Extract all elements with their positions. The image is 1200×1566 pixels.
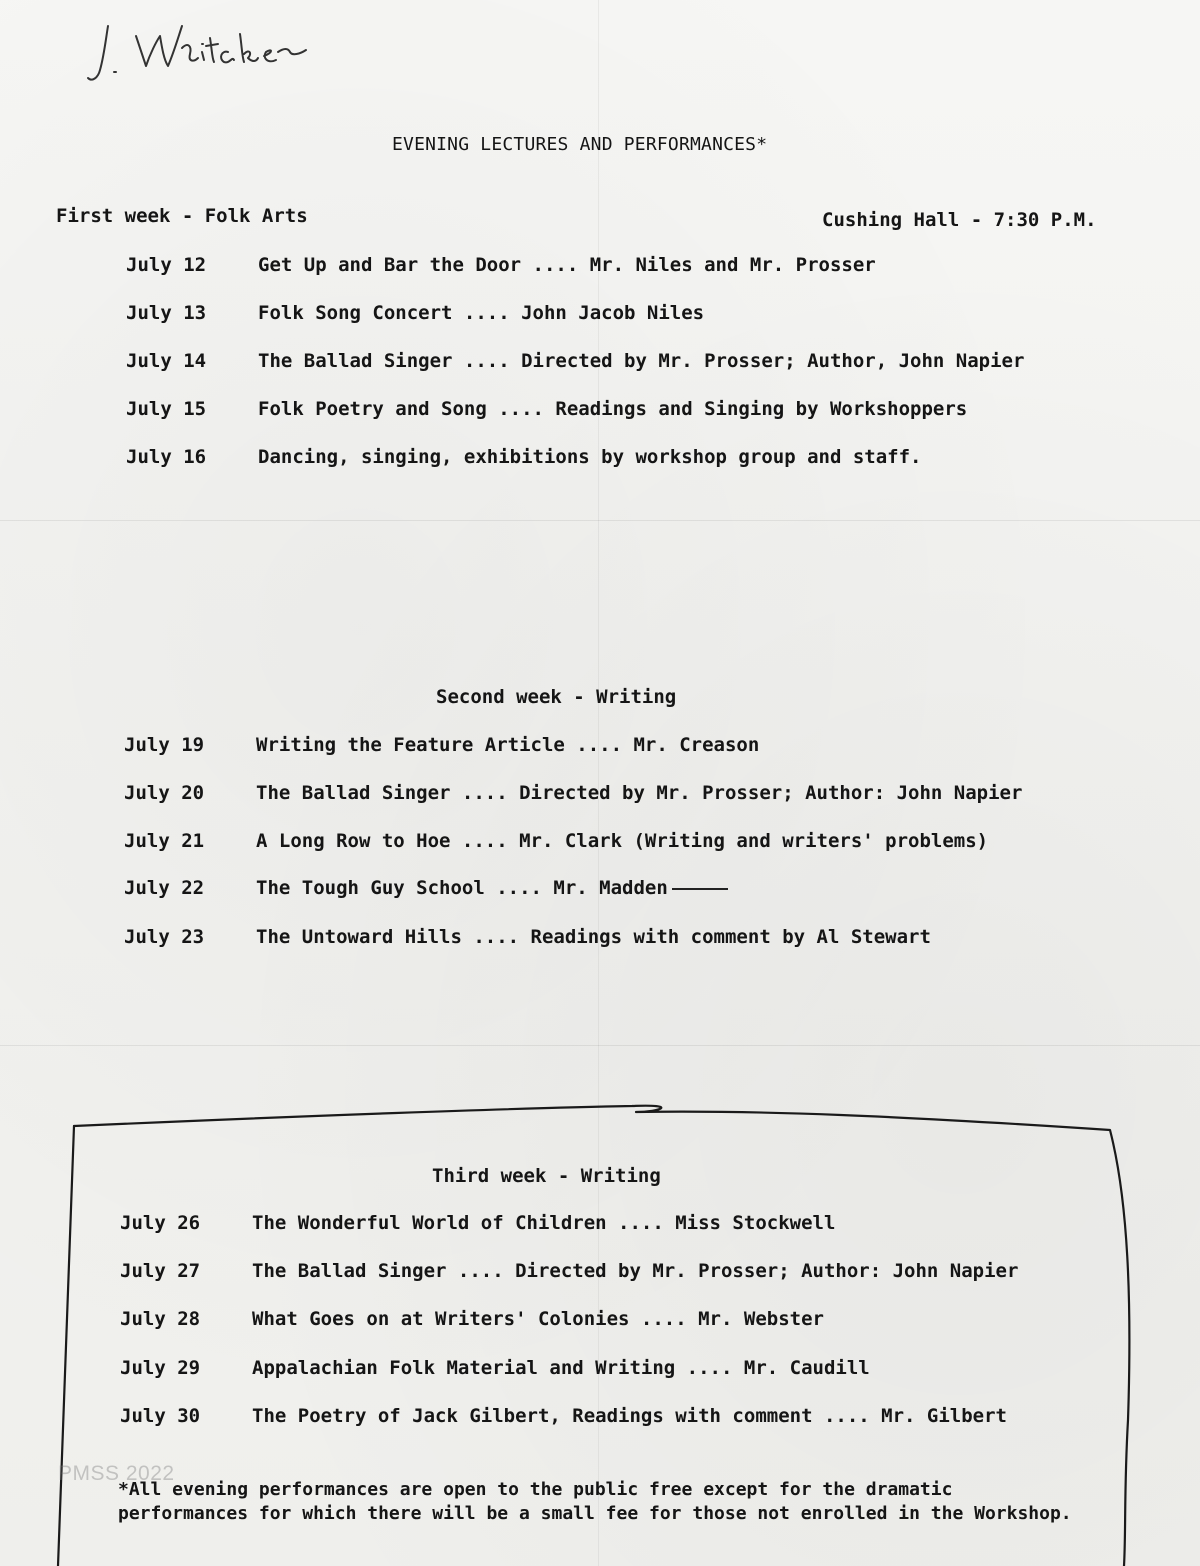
event-row [126, 350, 1024, 372]
event-date: July 30 [120, 1405, 201, 1427]
event-row [120, 1405, 1007, 1427]
event-text: A Long Row to Hoe .... Mr. Clark (Writing and writers' problems) [256, 830, 989, 852]
event-date: July 28 [120, 1308, 201, 1330]
event-row [126, 254, 876, 276]
event-date: July 20 [124, 782, 205, 804]
event-text: The Ballad Singer .... Directed by Mr. Prosser; Author: John Napier [256, 782, 1023, 804]
event-row [126, 446, 921, 468]
week-title-second: Second week - Writing [436, 686, 677, 708]
event-date: July 27 [120, 1260, 201, 1282]
event-row [126, 398, 967, 420]
venue-time: Cushing Hall - 7:30 P.M. [822, 209, 1097, 231]
handwritten-signature [78, 8, 318, 88]
event-text: The Poetry of Jack Gilbert, Readings with comment .... Mr. Gilbert [252, 1405, 1007, 1427]
event-row [124, 734, 759, 756]
event-text: Folk Poetry and Song .... Readings and Singing by Workshoppers [258, 398, 968, 420]
event-date: July 26 [120, 1212, 201, 1234]
event-text: Appalachian Folk Material and Writing .... Mr. Caudill [252, 1357, 870, 1379]
event-date: July 22 [124, 877, 205, 899]
archive-watermark: PMSS 2022 [58, 1462, 175, 1485]
event-date: July 12 [126, 254, 207, 276]
page-title: EVENING LECTURES AND PERFORMANCES* [392, 134, 768, 155]
event-date: July 29 [120, 1357, 201, 1379]
event-row [124, 830, 988, 852]
fold-line [0, 520, 1200, 521]
event-row [120, 1308, 824, 1330]
event-row [124, 782, 1022, 804]
event-text: Folk Song Concert .... John Jacob Niles [258, 302, 705, 324]
event-row [120, 1357, 870, 1379]
event-row [120, 1212, 835, 1234]
hand-drawn-dash [672, 888, 728, 890]
event-row [124, 877, 728, 899]
event-text: The Wonderful World of Children .... Miss Stockwell [252, 1212, 836, 1234]
event-text: The Ballad Singer .... Directed by Mr. Prosser; Author: John Napier [252, 1260, 1019, 1282]
week-title-first: First week - Folk Arts [56, 205, 308, 227]
event-text: Writing the Feature Article .... Mr. Creason [256, 734, 760, 756]
event-date: July 21 [124, 830, 205, 852]
event-text: The Ballad Singer .... Directed by Mr. Prosser; Author, John Napier [258, 350, 1025, 372]
event-date: July 15 [126, 398, 207, 420]
event-row [120, 1260, 1018, 1282]
event-date: July 16 [126, 446, 207, 468]
event-date: July 14 [126, 350, 207, 372]
event-text: Dancing, singing, exhibitions by workshop group and staff. [258, 446, 922, 468]
event-row [126, 302, 704, 324]
footnote: *All evening performances are open to the public free except for the dramatic performances for which there will be a small fee for those not enrolled in the Workshop. [118, 1479, 1072, 1524]
event-row [124, 926, 931, 948]
event-date: July 13 [126, 302, 207, 324]
event-text: Get Up and Bar the Door .... Mr. Niles and Mr. Prosser [258, 254, 876, 276]
event-text: The Tough Guy School .... Mr. Madden [256, 877, 668, 899]
event-date: July 19 [124, 734, 205, 756]
week-title-third: Third week - Writing [432, 1165, 661, 1187]
event-text: What Goes on at Writers' Colonies .... Mr. Webster [252, 1308, 824, 1330]
fold-line [0, 1045, 1200, 1046]
event-date: July 23 [124, 926, 205, 948]
event-text: The Untoward Hills .... Readings with comment by Al Stewart [256, 926, 931, 948]
